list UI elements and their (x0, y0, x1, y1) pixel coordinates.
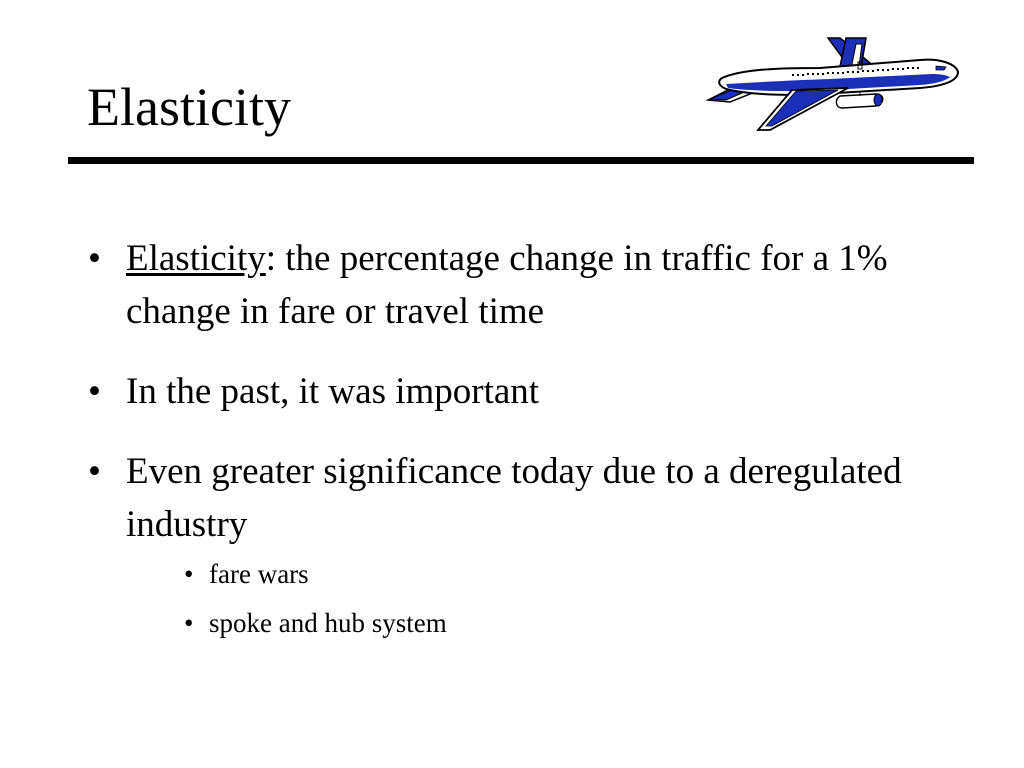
bullet-marker: • (88, 371, 101, 412)
bullet-text: Even greater significance today due to a deregulated industry (126, 451, 902, 545)
bullet-text: In the past, it was important (126, 371, 540, 412)
bullet-item (88, 365, 968, 418)
sub-bullet-item (126, 606, 968, 640)
airplane-icon (700, 30, 962, 135)
bullet-item (88, 232, 968, 338)
bullet-marker: • (88, 238, 101, 279)
sub-bullet-marker: • (184, 559, 194, 589)
sub-bullet-text: fare wars (209, 559, 309, 589)
slide-title: Elasticity (87, 77, 291, 137)
sub-bullet-item (126, 557, 968, 591)
sub-bullet-list (126, 557, 968, 640)
elasticity-term: Elasticity (126, 238, 266, 279)
bullet-text: : the percentage change in traffic for a 1% change in fare or travel time (126, 238, 888, 332)
bullet-list (88, 232, 968, 667)
bullet-marker: • (88, 451, 101, 492)
sub-bullet-marker: • (184, 608, 194, 638)
title-underline-rule (68, 157, 974, 164)
bullet-item (88, 445, 968, 640)
sub-bullet-text: spoke and hub system (209, 608, 447, 638)
